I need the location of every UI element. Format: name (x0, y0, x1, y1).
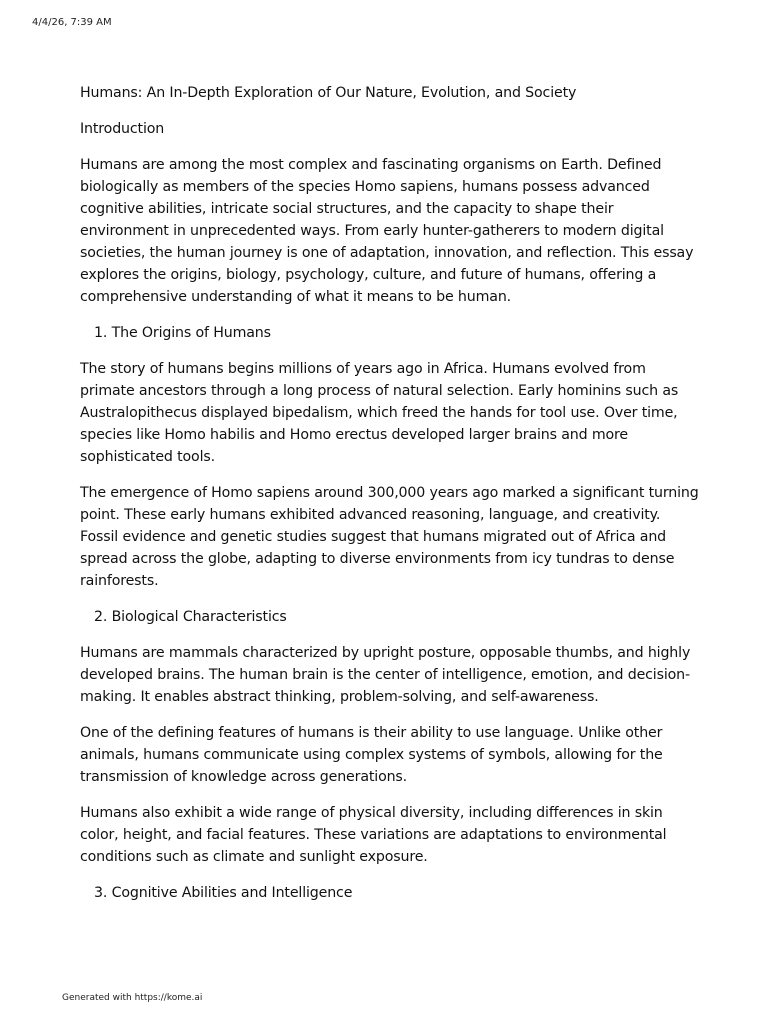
print-footer-generated: Generated with https://kome.ai (62, 993, 203, 1003)
section-heading-cognition: 3. Cognitive Abilities and Intelligence (94, 885, 353, 901)
section-paragraph: Humans are mammals characterized by upright posture, opposable thumbs, and highly developed brains. The human brain is the center of intelligence, emotion, and decision-making. It enables abstract thinking, problem-solving, and self-awareness. (80, 645, 691, 705)
document-body (80, 82, 700, 918)
section-paragraph: The emergence of Homo sapiens around 300,000 years ago marked a significant turning point. These early humans exhibited advanced reasoning, language, and creativity. Fossil evidence and genetic studies suggest that humans migrated out of Africa and spread across the globe, adapting to diverse environments from icy tundras to dense rainforests. (80, 485, 699, 589)
introduction-paragraph: Humans are among the most complex and fascinating organisms on Earth. Defined biologically as members of the species Homo sapiens, humans possess advanced cognitive abilities, intricate social structures, and the capacity to shape their environment in unprecedented ways. From early hunter-gatherers to modern digital societies, the human journey is one of adaptation, innovation, and reflection. This essay explores the origins, biology, psychology, culture, and future of humans, offering a comprehensive understanding of what it means to be human. (80, 157, 694, 305)
document-title: Humans: An In-Depth Exploration of Our Nature, Evolution, and Society (80, 85, 577, 101)
section-heading-biology: 2. Biological Characteristics (94, 609, 287, 625)
section-paragraph: The story of humans begins millions of years ago in Africa. Humans evolved from primate ancestors through a long process of natural selection. Early hominins such as Australopithecus displayed bipedalism, which freed the hands for tool use. Over time, species like Homo habilis and Homo erectus developed larger brains and more sophisticated tools. (80, 361, 679, 465)
section-paragraph: Humans also exhibit a wide range of physical diversity, including differences in skin color, height, and facial features. These variations are adaptations to environmental conditions such as climate and sunlight exposure. (80, 805, 667, 865)
introduction-heading: Introduction (80, 121, 165, 137)
section-paragraph: One of the defining features of humans is their ability to use language. Unlike other animals, humans communicate using complex systems of symbols, allowing for the transmission of knowledge across generations. (80, 725, 663, 785)
print-timestamp: 4/4/26, 7:39 AM (32, 17, 112, 28)
section-heading-origins: 1. The Origins of Humans (94, 325, 271, 341)
